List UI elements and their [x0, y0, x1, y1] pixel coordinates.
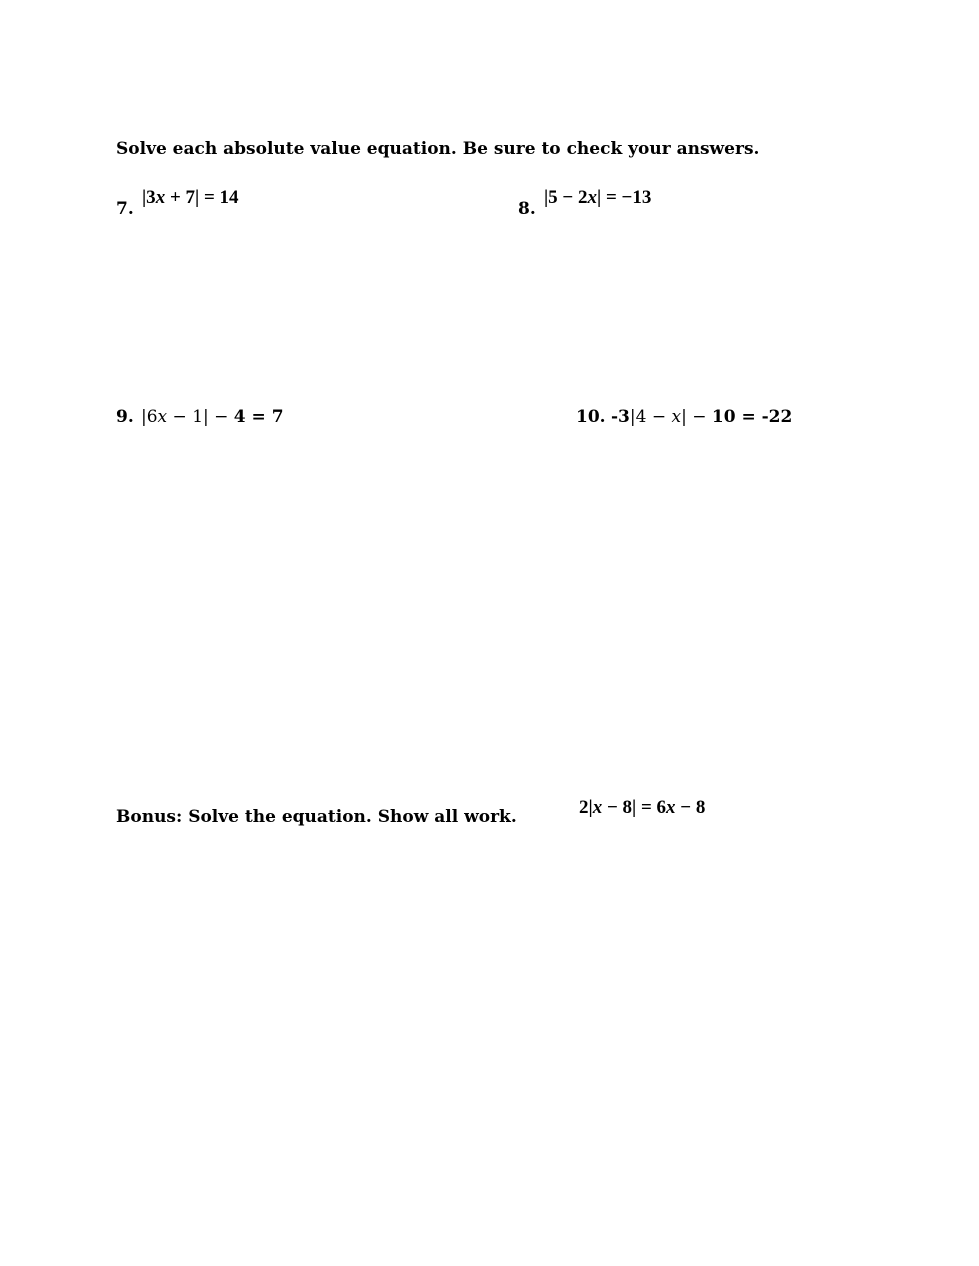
problem-7-eq-var: x [155, 187, 166, 208]
problem-9-number: 9. [116, 407, 134, 427]
problem-8-eq-rest: | = −13 [597, 187, 652, 208]
problem-10-number: 10. [576, 407, 606, 427]
problem-7-equation [142, 187, 239, 209]
problem-9-eq-a: |6 [141, 407, 158, 427]
problem-8-equation [544, 187, 651, 209]
problem-7-eq-rest: + 7| = 14 [165, 187, 239, 208]
bonus-eq-a: 2| [579, 797, 593, 818]
bonus-equation [579, 797, 705, 819]
bonus-eq-c: − 8 [675, 797, 706, 818]
problem-10-eq-pre: -3 [611, 407, 630, 427]
bonus-eq-var2: x [666, 797, 676, 818]
instructions: Solve each absolute value equation. Be sure to check your answers. [116, 139, 760, 159]
problem-10-eq-b: | − [681, 407, 712, 427]
problem-8-number: 8. [518, 199, 536, 219]
problem-10-eq-a: |4 − [629, 407, 672, 427]
problem-7-number: 7. [116, 199, 134, 219]
problem-10-eq-var: x [671, 407, 682, 427]
problem-10-eq-c: 10 = -22 [711, 407, 793, 427]
problem-10-equation [611, 407, 792, 427]
bonus-eq-var1: x [592, 797, 603, 818]
problem-9-equation [141, 407, 284, 427]
problem-8-eq-open: |5 − 2 [544, 187, 588, 208]
problem-7-eq-open: |3 [142, 187, 156, 208]
problem-8-eq-var: x [587, 187, 598, 208]
bonus-eq-b: − 8| = 6 [602, 797, 667, 818]
problem-9-eq-b: − 1| − [167, 407, 234, 427]
problem-9-eq-var: x [157, 407, 168, 427]
bonus-label: Bonus: Solve the equation. Show all work. [116, 807, 517, 827]
problem-9-eq-c: 4 = 7 [233, 407, 284, 427]
